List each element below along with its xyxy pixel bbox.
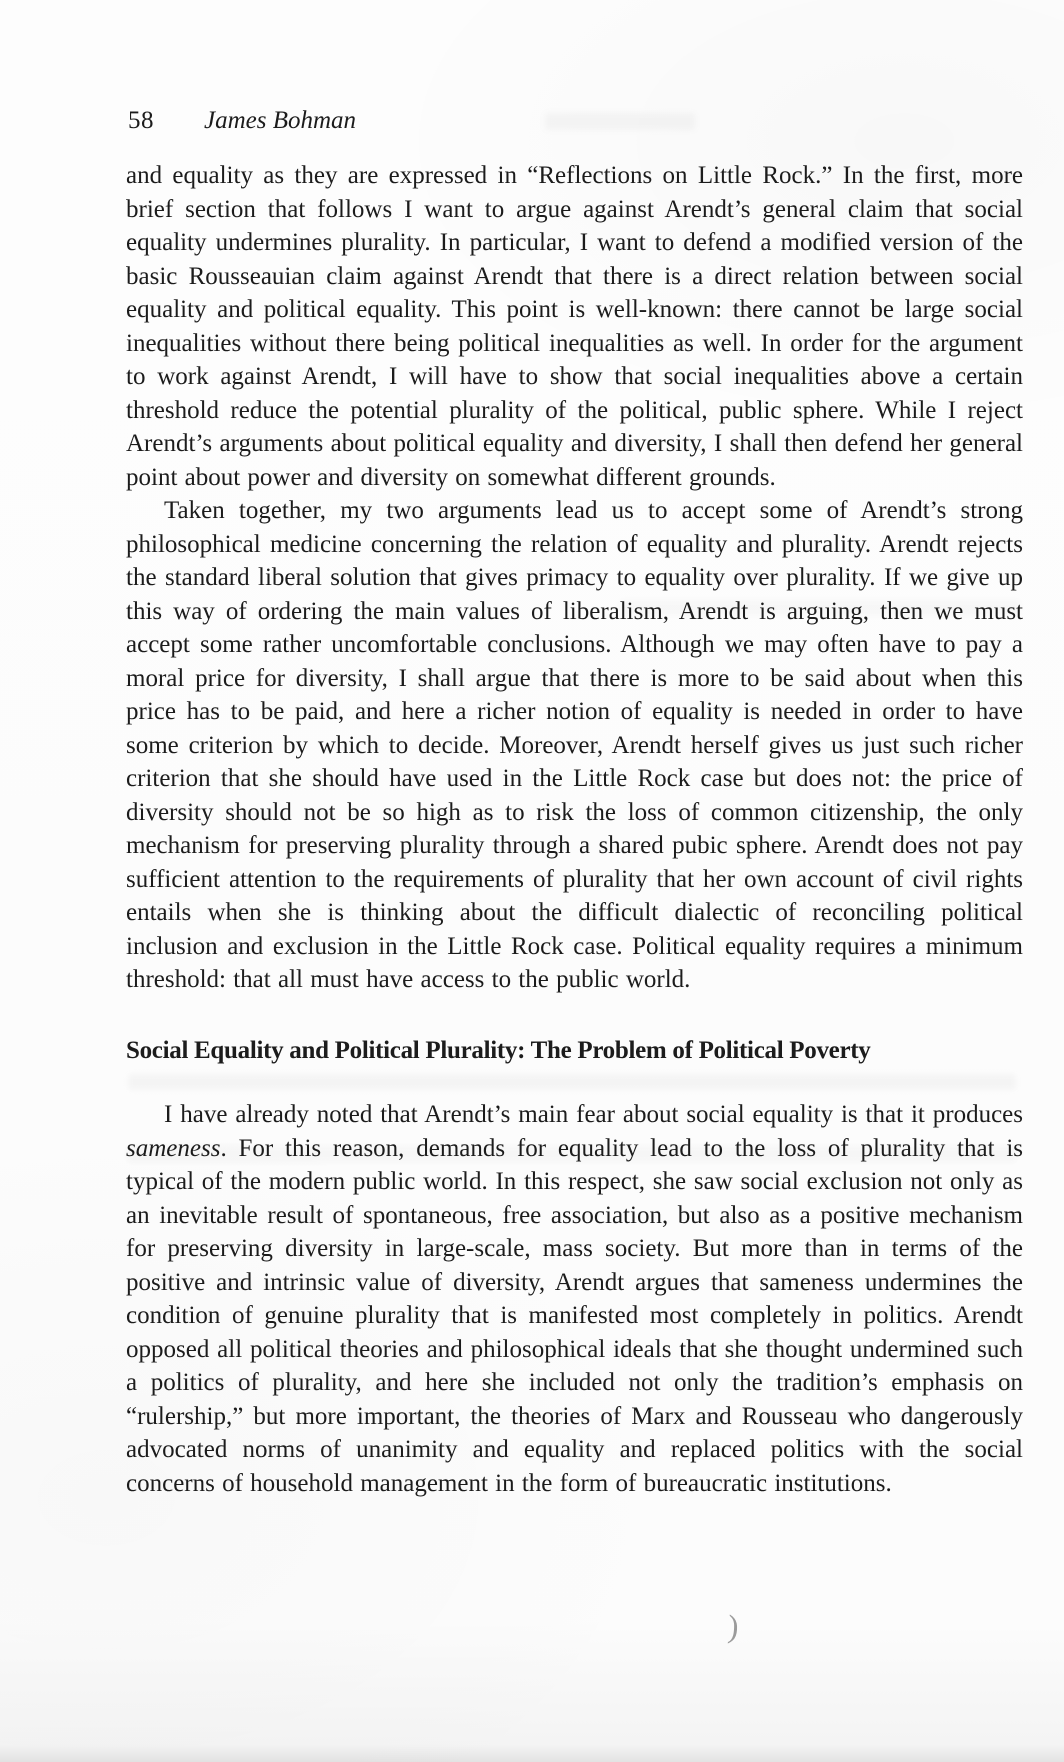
- stray-mark: ): [726, 1607, 740, 1645]
- text-run: . For this reason, demands for equality lead to the loss of plurality that is typical of the modern public world. In this respect, she saw social exclusion not only as an inevitable result of spontaneous, free association, but also as a positive mechanism for preserving diversity in large-scale, mass society. But more than in terms of the positive and intrinsic value of diversity, Arendt argues that sameness undermines the condition of genuine plurality that is manifested most completely in politics. Arendt opposed all political theories and philosophical ideals that she thought undermined such a politics of plurality, and here she included not only the tradition’s emphasis on “rulership,” but more important, the theories of Marx and Rousseau who dangerously advocated norms of unanimity and equality and replaced politics with the social concerns of household management in the form of bureaucratic institutions.: [126, 1134, 1023, 1497]
- section-heading: Social Equality and Political Plurality: The Problem of Political Poverty: [126, 1036, 871, 1064]
- text-run: and equality as they are expressed in “Reflections on Little Rock.” In the first, more brief section that follows I want to argue against Arendt’s general claim that social equality undermines plurality. In particular, I want to defend a modified version of the basic Rousseauian claim against Arendt that there is a direct relation between social equality and political equality. This point is well-known: there cannot be large social inequalities without there being political inequalities as well. In order for the argument to work against Arendt, I will have to show that social inequalities above a certain threshold reduce the potential plurality of the political, public sphere. While I reject Arendt’s arguments about political equality and diversity, I shall then defend her general point about power and diversity on somewhat different grounds.: [126, 162, 1023, 491]
- text-run: I have already noted that Arendt’s main fear about social equality is that it produces: [164, 1101, 1023, 1128]
- text-run: Taken together, my two arguments lead us to accept some of Arendt’s strong philosophical medicine concerning the relation of equality and plurality. Arendt rejects the standard liberal solution that gives primacy to equality over plurality. If we give up this way of ordering the main values of liberalism, Arendt is arguing, then we must accept some rather uncomfortable conclusions. Although we may often have to pay a moral price for diversity, I shall argue that there is more to be said about when this price has to be paid, and here a richer notion of equality is needed in order to have some criterion by which to decide. Moreover, Arendt herself gives us just such richer criterion that she should have used in the Little Rock case but does not: the price of diversity should not be so high as to risk the loss of common citizenship, the only mechanism for preserving plurality through a shared pubic sphere. Arendt does not pay sufficient attention to the requirements of plurality that her own account of civil rights entails when she is thinking about the difficult dialectic of reconciling political inclusion and exclusion in the Little Rock case. Political equality requires a minimum threshold: that all must have access to the public world.: [126, 497, 1023, 993]
- body-paragraph: [126, 494, 1023, 997]
- body-paragraph: [126, 159, 1023, 494]
- emphasized-text: sameness: [126, 1134, 221, 1162]
- running-title: James Bohman: [204, 107, 357, 134]
- page-number: 58: [128, 107, 154, 134]
- body-paragraph: [126, 1098, 1023, 1500]
- running-head: [128, 106, 1022, 136]
- page-body: [126, 159, 1023, 1500]
